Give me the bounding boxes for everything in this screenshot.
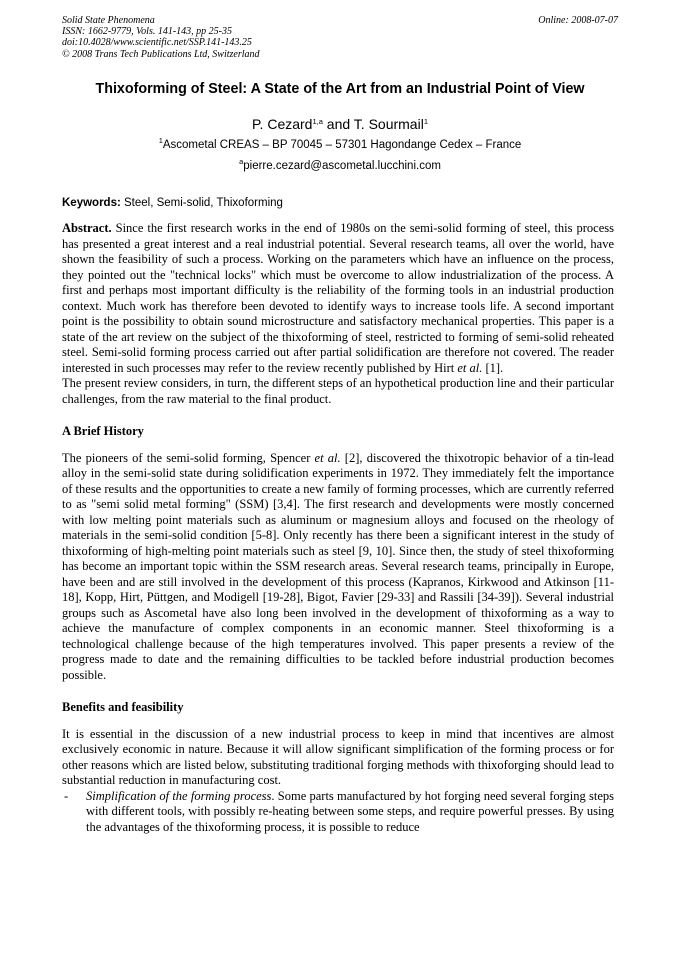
issn-line: ISSN: 1662-9779, Vols. 141-143, pp 25-35 — [62, 26, 232, 38]
affiliation-text: Ascometal CREAS – BP 70045 – 57301 Hagondange Cedex – France — [162, 139, 522, 151]
history-etal: et al. — [314, 450, 341, 465]
email-mark: a — [239, 157, 244, 166]
keywords-text: Steel, Semi-solid, Thixoforming — [120, 197, 283, 209]
history-text: The pioneers of the semi-solid forming, Spencer — [62, 450, 315, 465]
abstract-text-end: [1]. — [482, 360, 504, 375]
keywords — [62, 196, 618, 211]
journal-name: Solid State Phenomena — [62, 15, 155, 26]
author-1-affiliation-mark: 1,a — [312, 117, 323, 126]
history-paragraph — [62, 451, 614, 684]
abstract-paragraph-2: The present review considers, in turn, the different steps of an hypothetical production line and their particular challenges, from the raw material to the final product. — [62, 376, 614, 406]
paper-body — [62, 221, 614, 835]
affiliation-mark: 1 — [158, 136, 163, 145]
copyright-line: © 2008 Trans Tech Publications Ltd, Switzerland — [62, 48, 260, 60]
abstract-text: Since the first research works in the end of 1980s on the semi-solid forming of steel, this process has presented a great interest and a real industrial potential. Several research teams, all over the world, have shown the feasibility of such a process. Working on the parameters which have an influence on the process, they pointed out the "technical locks" which must be overcome to allow industrialization of the process. A first and perhaps most important difficulty is the reliability of the forming tools in an industrial production context. Much work has therefore been devoted to identify ways to increase tools life. A second important point is the possibility to obtain sound microstructure and satisfactory mechanical properties. This paper is a state of the art review on the subject of the thixoforming of steel, restricted to forming of semi-solid reheated steel. Semi-solid forming process carried out after partial solidification are therefore not covered. The reader interested in such processes may refer to the review recently published by Hirt — [62, 221, 614, 375]
authors-line — [62, 115, 618, 133]
doi-line: doi:10.4028/www.scientific.net/SSP.141-143.25 — [62, 37, 252, 49]
abstract-etal: et al. — [457, 360, 483, 375]
paper-title: Thixoforming of Steel: A State of the Art from an Industrial Point of View — [95, 81, 585, 97]
bullet-dash: - — [64, 788, 69, 803]
journal-header — [62, 15, 618, 60]
section-heading-benefits: Benefits and feasibility — [62, 700, 184, 714]
author-2: and T. Sourmail — [322, 116, 424, 132]
list-item — [62, 789, 614, 836]
history-text-end: [2], discovered the thixotropic behavior of a tin-lead alloy in the semi-solid state during solidification experiments in 1972. They immediately felt the importance of these results and the opportunities to create a new family of forming processes, which are currently referred to as "semi solid metal forming" (SSM) [3,4]. The first research and developments were mostly concerned with low melting point materials such as aluminum or magnesium alloys and focused on the rheology of materials in the semi-solid condition [5-8]. Only recently has there been a significant interest in the study of thixoforming of high-melting point materials such as steel [9, 10]. Since then, the study of steel thixoforming has become an important topic within the SSM research areas. Several research teams, principally in Europe, have been and are still involved in the development of this process (Kapranos, Kirkwood and Atkinson [11-18], Kopp, Hirt, Püttgen, and Modigell [19-28], Bigot, Favier [29-33] and Rassili [34-39]). Several industrial groups such as Ascometal have also long been involved in the development of thixoforming as a way to achieve the manufacture of complex components in an economic manner. Steel thixoforming is a technological challenge because of the high temperatures involved. This paper presents a review of the progress made to date and the remaining difficulties to be tackled before industrial production becomes possible. — [62, 450, 614, 682]
author-1: P. Cezard — [252, 116, 313, 132]
author-2-affiliation-mark: 1 — [423, 117, 428, 126]
online-date: Online: 2008-07-07 — [538, 15, 618, 26]
author-email — [62, 159, 618, 174]
abstract-paragraph — [62, 221, 614, 376]
affiliation — [62, 138, 618, 153]
bullet-text: . Some parts manufactured by hot forging need several forging steps with different tools, with possibly re-heating between some steps, and require powerful presses. By using the advantages of the thixoforming process, it is possible to reduce — [86, 788, 615, 834]
bullet-title: Simplification of the forming process — [86, 788, 272, 803]
keywords-label: Keywords: — [62, 197, 121, 209]
email-text: pierre.cezard@ascometal.lucchini.com — [243, 160, 441, 172]
section-heading-history: A Brief History — [62, 424, 144, 438]
abstract-label: Abstract. — [62, 221, 112, 235]
benefits-paragraph: It is essential in the discussion of a new industrial process to keep in mind that incentives are almost exclusively economic in nature. Because it will allow significant simplification of the forming process or for other reasons which are listed below, substituting traditional forging methods with thixoforging should lead to substantial reduction in manufacturing cost. — [62, 726, 614, 787]
